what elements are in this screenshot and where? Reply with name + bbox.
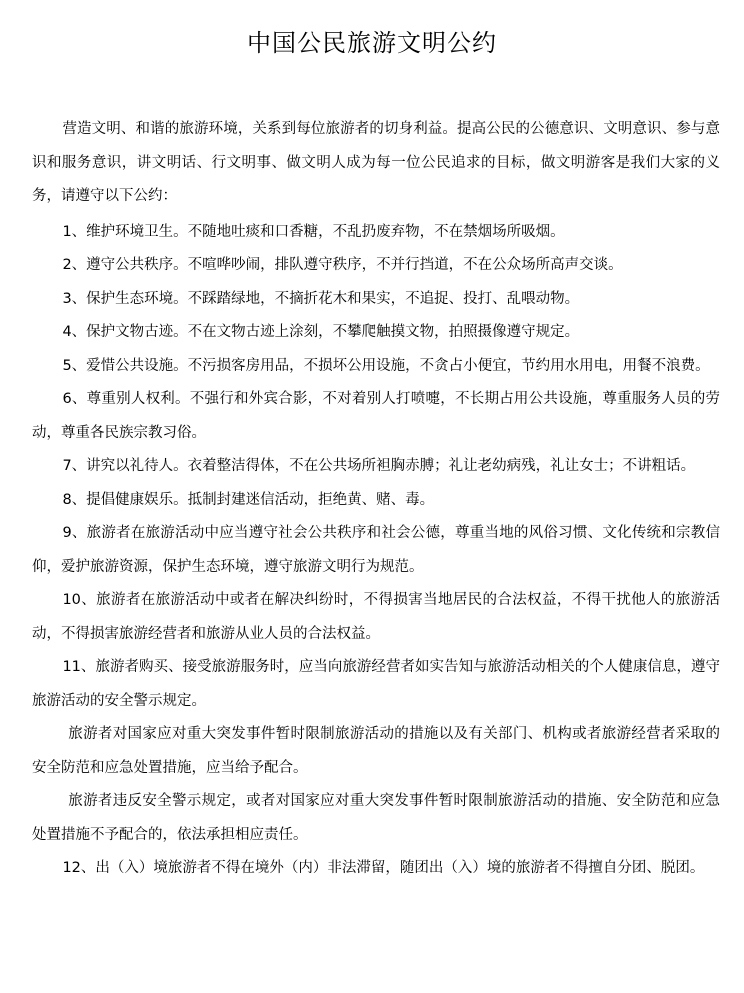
article-11-supplement-1: 旅游者对国家应对重大突发事件暂时限制旅游活动的措施以及有关部门、机构或者旅游经营者采取的安全防范和应急处置措施，应当给予配合。 [32,726,720,776]
article-7: 7、讲究以礼待人。衣着整洁得体，不在公共场所袒胸赤膊；礼让老幼病残，礼让女士；不讲粗话。 [62,458,696,474]
article-6: 6、尊重别人权利。不强行和外宾合影，不对着别人打喷嚏，不长期占用公共设施，尊重服务人员的劳动，尊重各民族宗教习俗。 [32,391,720,441]
article-5: 5、爱惜公共设施。不污损客房用品，不损坏公用设施，不贪占小便宜，节约用水用电，用餐不浪费。 [62,357,710,374]
intro-paragraph: 营造文明、和谐的旅游环境，关系到每位旅游者的切身利益。提高公民的公德意识、文明意识、参与意识和服务意识，讲文明话、行文明事、做文明人成为每一位公民追求的目标，做文明游客是我们大家的义务，请遵守以下公约： [32,121,720,204]
article-11-supplement-2: 旅游者违反安全警示规定，或者对国家应对重大突发事件暂时限制旅游活动的措施、安全防范和应急处置措施不予配合的，依法承担相应责任。 [32,793,720,843]
document-body [32,113,720,886]
article-8: 8、提倡健康娱乐。抵制封建迷信活动，拒绝黄、赌、毒。 [62,491,435,508]
article-11: 11、旅游者购买、接受旅游服务时，应当向旅游经营者如实告知与旅游活动相关的个人健康信息，遵守旅游活动的安全警示规定。 [32,659,720,709]
article-9: 9、旅游者在旅游活动中应当遵守社会公共秩序和社会公德，尊重当地的风俗习惯、文化传统和宗教信仰，爱护旅游资源，保护生态环境，遵守旅游文明行为规范。 [32,525,720,575]
article-1: 1、维护环境卫生。不随地吐痰和口香糖，不乱扔废弃物，不在禁烟场所吸烟。 [62,223,565,240]
article-12: 12、出（入）境旅游者不得在境外（内）非法滞留，随团出（入）境的旅游者不得擅自分团、脱团。 [62,860,705,876]
article-3: 3、保护生态环境。不踩踏绿地，不摘折花木和果实，不追捉、投打、乱喂动物。 [62,290,580,307]
document-title: 中国公民旅游文明公约 [247,29,497,57]
article-10: 10、旅游者在旅游活动中或者在解决纠纷时，不得损害当地居民的合法权益，不得干扰他人的旅游活动，不得损害旅游经营者和旅游从业人员的合法权益。 [32,592,720,642]
article-4: 4、保护文物古迹。不在文物古迹上涂刻，不攀爬触摸文物，拍照摄像遵守规定。 [62,324,580,340]
article-2: 2、遵守公共秩序。不喧哗吵闹，排队遵守秩序，不并行挡道，不在公众场所高声交谈。 [62,257,623,273]
